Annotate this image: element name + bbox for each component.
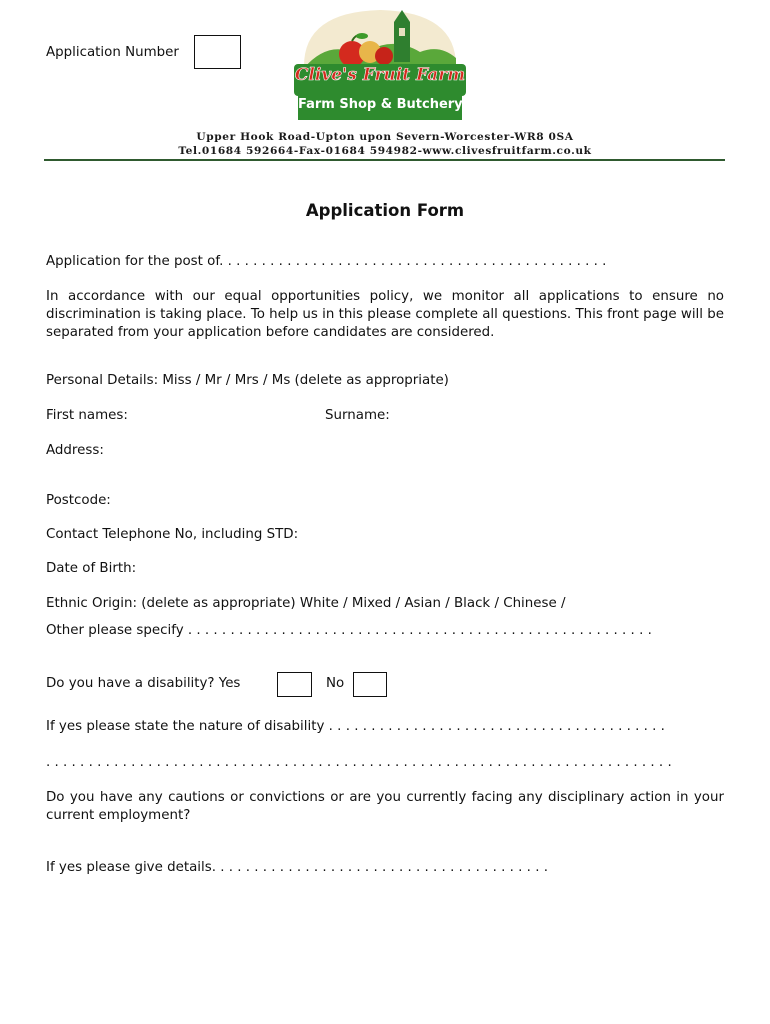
disability-yes-checkbox[interactable] [277,672,312,697]
policy-paragraph: In accordance with our equal opportunities policy, we monitor all applications to ensure no discrimination is taking place. To help us in this please complete all questions. This front page will be separated from your application before candidates are considered. [46,289,724,340]
telephone-label: Contact Telephone No, including STD: [46,527,299,542]
address-line-1: Upper Hook Road-Upton upon Severn-Worcester-WR8 0SA [196,131,574,143]
post-label: Application for the post of [46,254,220,269]
postcode-label: Postcode: [46,493,111,508]
header-divider [44,159,725,161]
application-number-box[interactable] [194,35,241,69]
disability-extra-fill-line[interactable]: . . . . . . . . . . . . . . . . . . . . . . . . . . . . . . . . . . . . . . . . . . . . . . . . . . . . . . . . . . . . . . . . . . . . . . . . . . [46,755,672,770]
address-label: Address: [46,443,104,458]
disability-question: Do you have a disability? Yes [46,676,241,691]
ethnic-origin-label: Ethnic Origin: (delete as appropriate) White / Mixed / Asian / Black / Chinese / [46,596,566,611]
address-line-2: Tel.01684 592664-Fax-01684 594982-www.clivesfruitfarm.co.uk [178,145,592,157]
application-number-label: Application Number [46,45,179,60]
other-specify-label: Other please specify [46,623,184,638]
personal-details-label: Personal Details: Miss / Mr / Mrs / Ms (delete as appropriate) [46,373,449,388]
disability-no-checkbox[interactable] [353,672,387,697]
post-fill-line[interactable]: . . . . . . . . . . . . . . . . . . . . . . . . . . . . . . . . . . . . . . . . . . . . . . [219,254,607,269]
surname-label: Surname: [325,408,390,423]
first-names-label: First names: [46,408,128,423]
disability-no-label: No [326,676,345,691]
logo-brand-text: Clive's Fruit Farm [294,65,466,85]
logo-sub-text: Farm Shop & Butchery [298,97,463,112]
logo [290,8,470,124]
form-title: Application Form [305,201,465,220]
disability-nature-fill-line[interactable]: . . . . . . . . . . . . . . . . . . . . . . . . . . . . . . . . . . . . . . . . [324,719,665,734]
disability-nature-label: If yes please state the nature of disability [46,719,325,734]
details-fill-line[interactable]: . . . . . . . . . . . . . . . . . . . . . . . . . . . . . . . . . . . . . . . . [211,860,548,875]
convictions-question: Do you have any cautions or convictions or are you currently facing any disciplinary action in your current employment? [46,790,724,823]
other-specify-fill-line[interactable]: . . . . . . . . . . . . . . . . . . . . . . . . . . . . . . . . . . . . . . . . . . . . . . . . . . . . . . . [183,623,652,638]
details-label: If yes please give details [46,860,212,875]
dob-label: Date of Birth: [46,561,137,576]
